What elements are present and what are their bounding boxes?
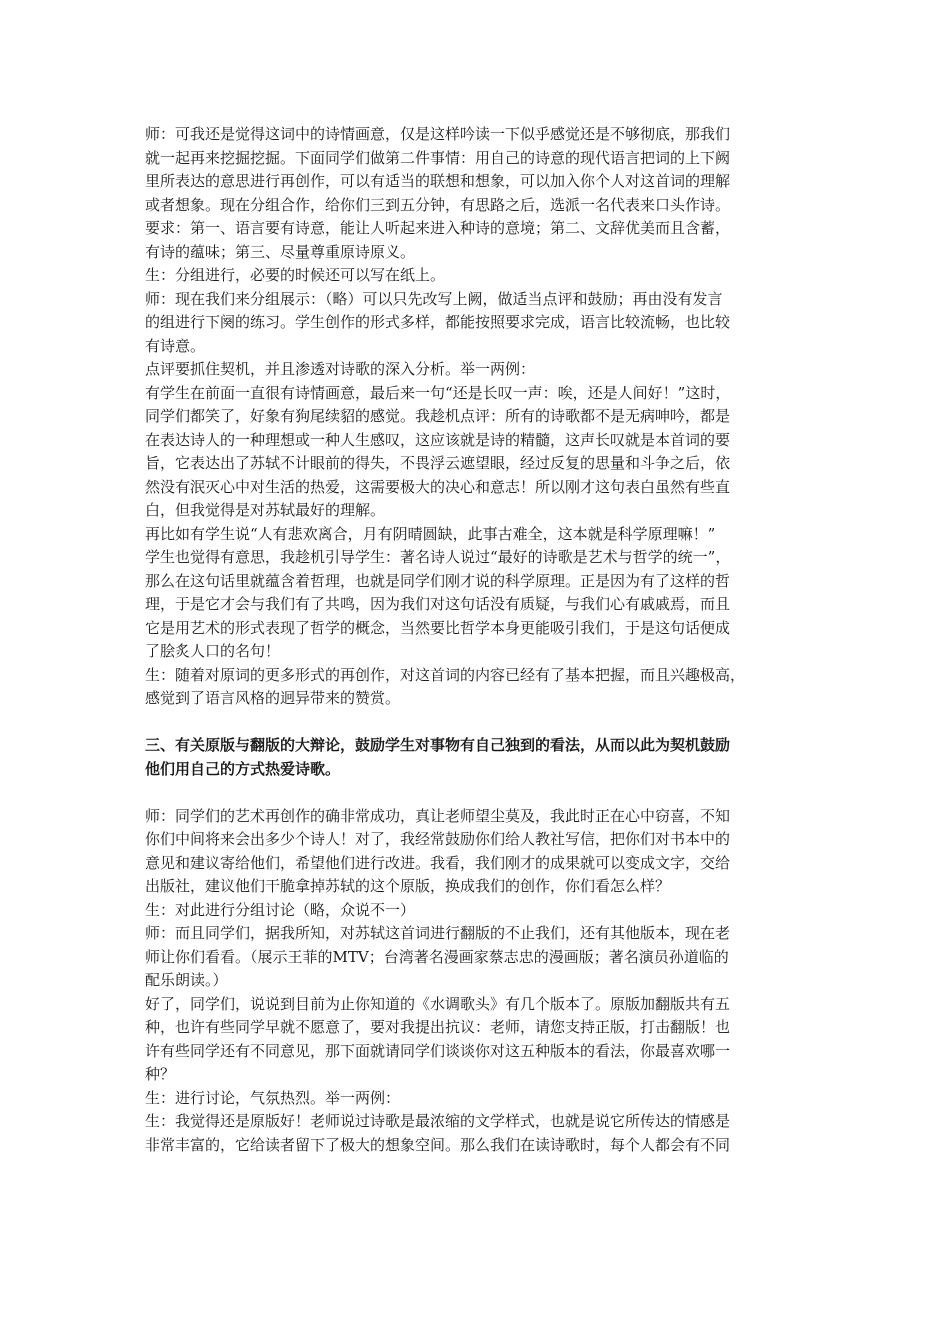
text-line: 非常丰富的，它给读者留下了极大的想象空间。那么我们在读诗歌时，每个人都会有不同	[145, 1135, 731, 1154]
section-heading	[145, 734, 810, 781]
text-line: 好了，同学们，说说到目前为止你知道的《水调歌头》有几个版本了。原版加翻版共有五	[145, 994, 731, 1013]
text-line: 理，于是它才会与我们有了共鸣，因为我们对这句话没有质疑，与我们心有戚戚焉，而且	[145, 595, 731, 613]
text-line: 师：同学们的艺术再创作的确非常成功，真让老师望尘莫及，我此时正在心中窃喜，不知	[145, 806, 731, 825]
text-line: 就一起再来挖掘挖掘。下面同学们做第二件事情：用自己的诗意的现代语言把词的上下阙	[145, 148, 731, 167]
text-line: 旨，它表达出了苏轼不计眼前的得失，不畏浮云遮望眼，经过反复的思量和斗争之后，依	[145, 454, 731, 472]
text-line: 出版社，建议他们干脆拿掉苏轼的这个原版，换成我们的创作，你们看怎么样？	[145, 877, 671, 895]
spacer	[145, 781, 810, 805]
heading-line: 三、有关原版与翻版的大辩论，鼓励学生对事物有自己独到的看法，从而以此为契机鼓励	[145, 736, 731, 754]
text-line: 生：随着对原词的更多形式的再创作，对这首词的内容已经有了基本把握，而且兴趣极高，	[145, 665, 746, 684]
text-line: 里所表达的意思进行再创作，可以有适当的联想和想象，可以加入你个人对这首词的理解	[145, 172, 731, 190]
text-line: 它是用艺术的形式表现了哲学的概念，当然要比哲学本身更能吸引我们，于是这句话便成	[145, 618, 731, 637]
text-line: 许有些同学还有不同意见，那下面就请同学们谈谈你对这五种版本的看法，你最喜欢哪一	[145, 1041, 731, 1060]
text-line: 有诗的蕴味；第三、尽量尊重原诗原义。	[145, 242, 416, 261]
text-line: 的组进行下阕的练习。学生创作的形式多样，都能按照要求完成，语言比较流畅，也比较	[145, 313, 731, 331]
text-line: 有诗意。	[145, 336, 206, 355]
text-line: 感觉到了语言风格的迥异带来的赞赏。	[145, 689, 401, 707]
text-line: 种？	[145, 1065, 176, 1083]
text-line: 要求：第一、语言要有诗意，能让人听起来进入种诗的意境；第二、文辞优美而且含蓄，	[145, 219, 731, 237]
text-line: 师：现在我们来分组展示：（略）可以只先改写上阙，做适当点评和鼓励；再由没有发言	[145, 289, 723, 308]
text-line: 意见和建议寄给他们，希望他们进行改进。我看，我们刚才的成果就可以变成文字，交给	[145, 853, 731, 872]
text-line: 了脍炙人口的名句！	[145, 642, 281, 660]
document-page	[145, 123, 810, 1157]
text-line: 你们中间将来会出多少个诗人！对了，我经常鼓励你们给人教社写信，把你们对书本中的	[145, 830, 731, 848]
text-line: 然没有泯灭心中对生活的热爱，这需要极大的决心和意志！所以刚才这句表白虽然有些直	[145, 477, 731, 496]
text-line: 点评要抓住契机，并且渗透对诗歌的深入分析。举一两例：	[145, 360, 536, 378]
text-line: 生：我觉得还是原版好！老师说过诗歌是最浓缩的文学样式，也就是说它所传达的情感是	[145, 1112, 731, 1130]
text-line: 或者想象。现在分组合作，给你们三到五分钟，有思路之后，选派一名代表来口头作诗。	[145, 195, 731, 214]
text-line: 再比如有学生说“人有悲欢离合，月有阴晴圆缺，此事古难全，这本就是科学原理嘛！”	[145, 524, 716, 543]
text-line: 学生也觉得有意思，我趁机引导学生：著名诗人说过“最好的诗歌是艺术与哲学的统一”，	[145, 548, 731, 566]
text-line: 那么在这句话里就蕴含着哲理，也就是同学们刚才说的科学原理。正是因为有了这样的哲	[145, 571, 731, 590]
text-line: 生：进行讨论，气氛热烈。举一两例：	[145, 1088, 401, 1107]
text-line: 师让你们看看。（展示王菲的MTV；台湾著名漫画家蔡志忠的漫画版；著名演员孙道临的	[145, 947, 729, 966]
spacer	[145, 711, 810, 735]
heading-line: 他们用自己的方式热爱诗歌。	[145, 759, 341, 778]
text-line: 有学生在前面一直很有诗情画意，最后来一句“还是长叹一声：唉，还是人间好！”这时，	[145, 383, 731, 402]
text-line: 生：对此进行分组讨论（略，众说不一）	[145, 900, 416, 919]
text-line: 配乐朗读。）	[145, 971, 228, 989]
text-line: 师：而且同学们，据我所知，对苏轼这首词进行翻版的不止我们，还有其他版本，现在老	[145, 924, 731, 942]
text-line: 白，但我觉得是对苏轼最好的理解。	[145, 501, 386, 519]
paragraph-block-2	[145, 805, 810, 1158]
paragraph-block-1	[145, 123, 810, 711]
text-line: 同学们都笑了，好象有狗尾续貂的感觉。我趁机点评：所有的诗歌都不是无病呻吟，都是	[145, 407, 731, 425]
text-line: 种，也许有些同学早就不愿意了，要对我提出抗议：老师，请您支持正版，打击翻版！也	[145, 1018, 731, 1036]
text-line: 师：可我还是觉得这词中的诗情画意，仅是这样吟读一下似乎感觉还是不够彻底，那我们	[145, 125, 731, 143]
text-line: 生：分组进行，必要的时候还可以写在纸上。	[145, 266, 446, 284]
text-line: 在表达诗人的一种理想或一种人生感叹，这应该就是诗的精髓，这声长叹就是本首词的要	[145, 430, 731, 449]
